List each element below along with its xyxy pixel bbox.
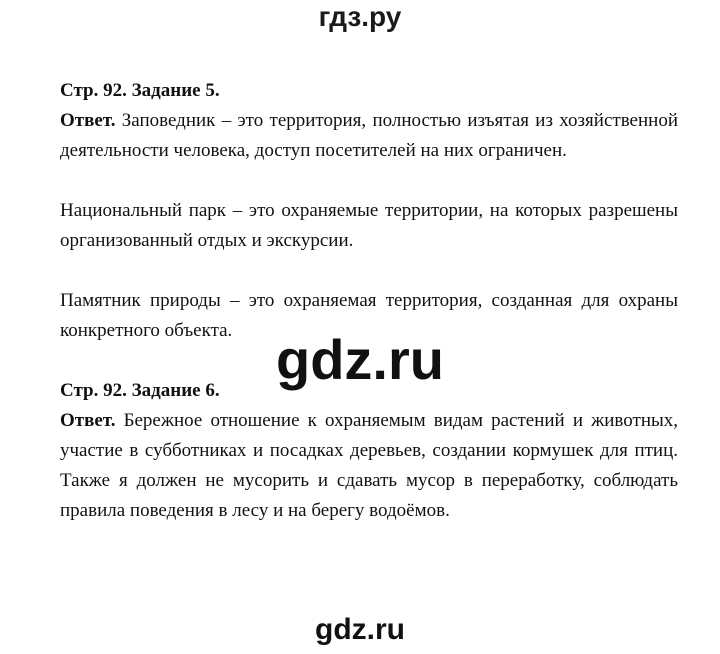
task-5-national-park: Национальный парк – это охраняемые территории, на которых разрешены организованный отдых и экскурсии. [60, 200, 678, 251]
answer-label: Ответ. [60, 410, 116, 431]
task-5-title: Стр. 92. Задание 5. [60, 80, 220, 101]
site-header: гдз.ру [318, 1, 402, 32]
task-5-answer-reserve [60, 106, 678, 166]
task-5-answer-reserve-text: Заповедник – это территория, полностью изъятая из хозяйственной деятельности человека, доступ посетителей на них ограничен. [60, 110, 678, 161]
task-6-answer [60, 406, 678, 526]
answer-label: Ответ. [60, 110, 116, 131]
site-footer: gdz.ru [315, 613, 405, 646]
document-content [60, 76, 678, 526]
task-5-nature-monument: Памятник природы – это охраняемая территория, созданная для охраны конкретного объекта. [60, 290, 678, 341]
task-6-title: Стр. 92. Задание 6. [60, 380, 220, 401]
task-6-answer-text: Бережное отношение к охраняемым видам растений и животных, участие в субботниках и посадках деревьев, создании кормушек для птиц. Также я должен не мусорить и сдавать мусор в переработку, соблюдать правила поведения в лесу и на берегу водоёмов. [60, 410, 678, 521]
watermark: gdz.ru [276, 328, 444, 391]
